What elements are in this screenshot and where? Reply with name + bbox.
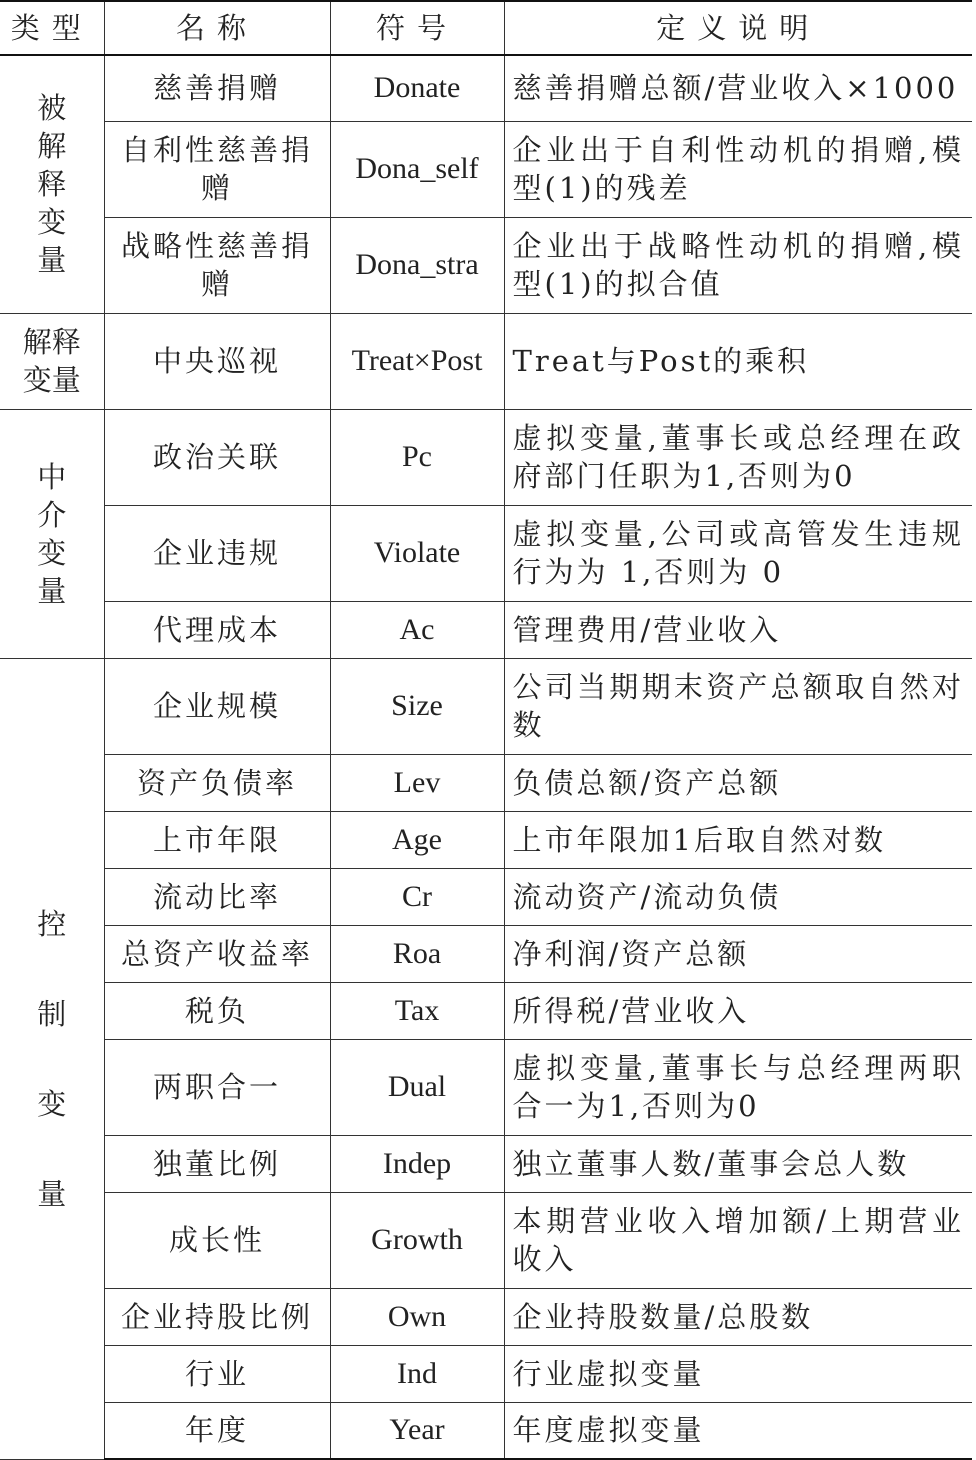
header-name: 名称 (104, 1, 330, 55)
table-row (0, 925, 972, 982)
var-name: 年度 (104, 1402, 330, 1459)
var-symbol: Lev (330, 754, 504, 811)
var-name: 企业规模 (104, 658, 330, 754)
var-symbol: Year (330, 1402, 504, 1459)
var-name: 流动比率 (104, 868, 330, 925)
table-row (0, 1345, 972, 1402)
var-symbol: Ac (330, 601, 504, 658)
var-definition: 本期营业收入增加额/上期营业收入 (504, 1192, 972, 1288)
var-symbol: Size (330, 658, 504, 754)
var-symbol: Dual (330, 1039, 504, 1135)
table-row (0, 1192, 972, 1288)
table-row (0, 55, 972, 121)
table-row (0, 754, 972, 811)
type-cell-dependent (0, 55, 104, 313)
var-symbol: Pc (330, 409, 504, 505)
table-row (0, 217, 972, 313)
var-definition: 净利润/资产总额 (504, 925, 972, 982)
var-definition: 独立董事人数/董事会总人数 (504, 1135, 972, 1192)
type-cell-control (0, 658, 104, 1459)
header-symbol: 符号 (330, 1, 504, 55)
var-definition: 虚拟变量,公司或高管发生违规行为为 1,否则为 0 (504, 505, 972, 601)
table-row (0, 811, 972, 868)
var-definition: Treat与Post的乘积 (504, 313, 972, 409)
var-definition: 企业出于自利性动机的捐赠,模型(1)的残差 (504, 121, 972, 217)
type-cell-mediator (0, 409, 104, 658)
var-symbol: Indep (330, 1135, 504, 1192)
table-row (0, 1135, 972, 1192)
var-symbol: Treat×Post (330, 313, 504, 409)
type-label: 被解释变量 (37, 91, 67, 278)
table-row (0, 1402, 972, 1459)
var-definition: 企业出于战略性动机的捐赠,模型(1)的拟合值 (504, 217, 972, 313)
var-symbol: Tax (330, 982, 504, 1039)
table-row (0, 601, 972, 658)
var-name: 两职合一 (104, 1039, 330, 1135)
header-type: 类型 (0, 1, 104, 55)
var-definition: 所得税/营业收入 (504, 982, 972, 1039)
type-label: 中介变量 (37, 459, 67, 608)
var-name: 行业 (104, 1345, 330, 1402)
var-symbol: Cr (330, 868, 504, 925)
table-row (0, 982, 972, 1039)
var-definition: 上市年限加1后取自然对数 (504, 811, 972, 868)
var-symbol: Donate (330, 55, 504, 121)
var-symbol: Own (330, 1288, 504, 1345)
var-definition: 负债总额/资产总额 (504, 754, 972, 811)
var-symbol: Dona_self (330, 121, 504, 217)
var-name: 独董比例 (104, 1135, 330, 1192)
type-label: 控制变量 (37, 906, 67, 1211)
var-symbol: Age (330, 811, 504, 868)
table-row (0, 409, 972, 505)
var-symbol: Dona_stra (330, 217, 504, 313)
var-name: 中央巡视 (104, 313, 330, 409)
table-row (0, 868, 972, 925)
var-definition: 流动资产/流动负债 (504, 868, 972, 925)
var-name: 成长性 (104, 1192, 330, 1288)
var-definition: 年度虚拟变量 (504, 1402, 972, 1459)
table-row (0, 1039, 972, 1135)
table-row (0, 658, 972, 754)
var-name: 企业违规 (104, 505, 330, 601)
var-definition: 虚拟变量,董事长或总经理在政府部门任职为1,否则为0 (504, 409, 972, 505)
var-definition: 公司当期期末资产总额取自然对数 (504, 658, 972, 754)
var-definition: 管理费用/营业收入 (504, 601, 972, 658)
var-definition: 企业持股数量/总股数 (504, 1288, 972, 1345)
table-row (0, 1288, 972, 1345)
var-symbol: Roa (330, 925, 504, 982)
header-row (0, 1, 972, 55)
var-name: 税负 (104, 982, 330, 1039)
var-name: 资产负债率 (104, 754, 330, 811)
type-cell-explanatory (0, 313, 104, 409)
var-name: 代理成本 (104, 601, 330, 658)
var-name: 自利性慈善捐赠 (104, 121, 330, 217)
var-symbol: Ind (330, 1345, 504, 1402)
var-name: 总资产收益率 (104, 925, 330, 982)
var-name: 政治关联 (104, 409, 330, 505)
type-label: 解释变量 (22, 325, 81, 397)
var-name: 慈善捐赠 (104, 55, 330, 121)
var-name: 上市年限 (104, 811, 330, 868)
header-definition: 定义说明 (504, 1, 972, 55)
var-definition: 虚拟变量,董事长与总经理两职合一为1,否则为0 (504, 1039, 972, 1135)
table-row (0, 313, 972, 409)
var-symbol: Growth (330, 1192, 504, 1288)
var-name: 战略性慈善捐赠 (104, 217, 330, 313)
var-symbol: Violate (330, 505, 504, 601)
var-definition: 行业虚拟变量 (504, 1345, 972, 1402)
var-name: 企业持股比例 (104, 1288, 330, 1345)
var-definition: 慈善捐赠总额/营业收入×1000 (504, 55, 972, 121)
table-row (0, 121, 972, 217)
table-row (0, 505, 972, 601)
